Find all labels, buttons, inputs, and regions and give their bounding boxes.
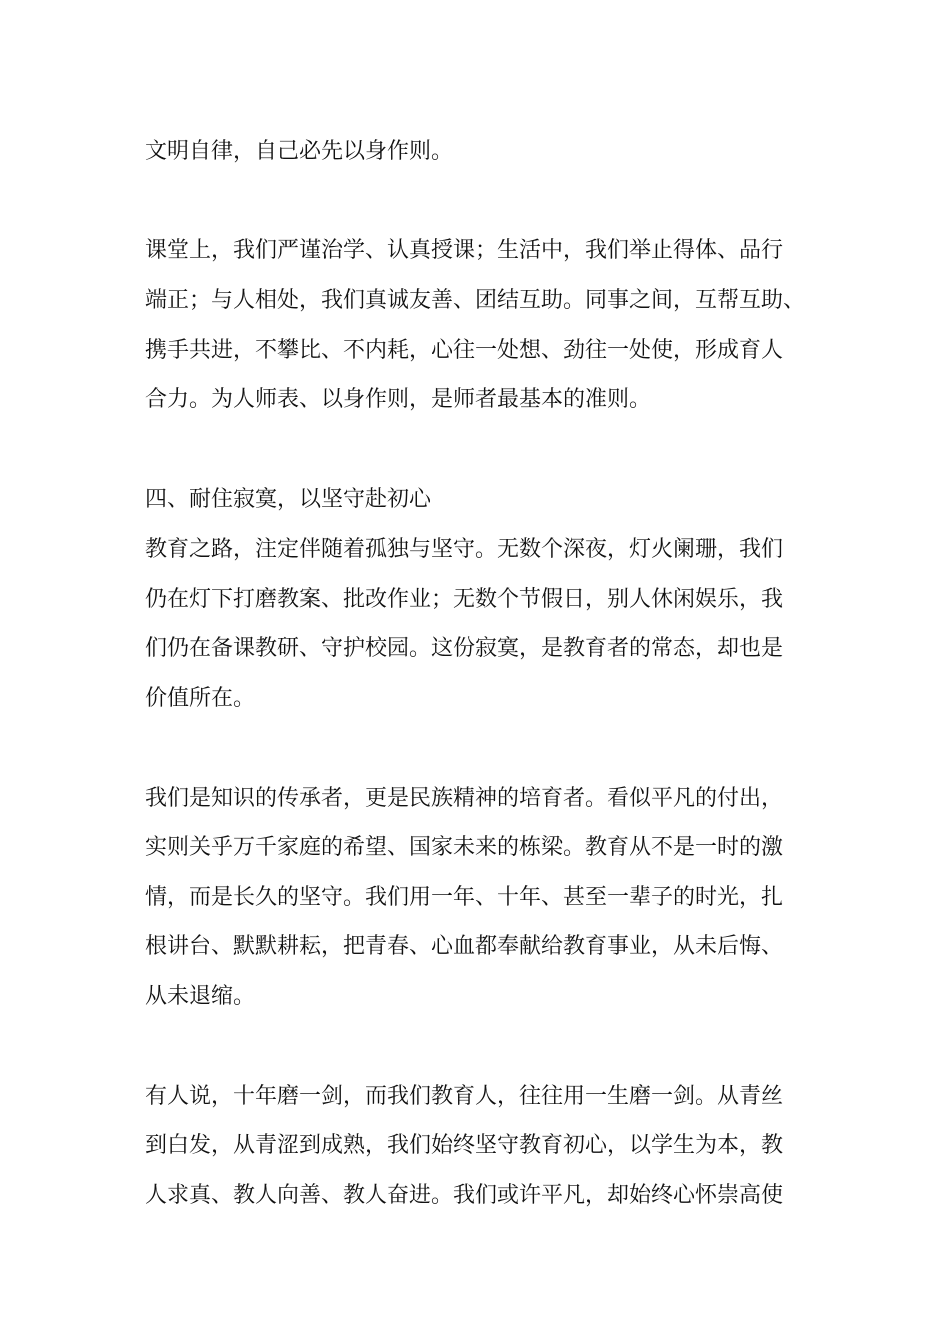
paragraph-line: 我们是知识的传承者，更是民族精神的培育者。看似平凡的付出， — [145, 786, 784, 811]
paragraph-line: 有人说，十年磨一剑，而我们教育人，往往用一生磨一剑。从青丝 — [145, 1084, 784, 1109]
paragraph-line: 教育之路，注定伴随着孤独与坚守。无数个深夜，灯火阑珊，我们 — [145, 537, 784, 562]
paragraph-line: 人求真、教人向善、教人奋进。我们或许平凡，却始终心怀崇高使 — [145, 1183, 784, 1208]
paragraph-line: 合力。为人师表、以身作则，是师者最基本的准则。 — [145, 387, 652, 412]
paragraph-line: 价值所在。 — [145, 686, 256, 711]
paragraph-line: 端正；与人相处，我们真诚友善、团结互助。同事之间，互帮互助、 — [145, 288, 806, 313]
paragraph-line: 到白发，从青涩到成熟，我们始终坚守教育初心，以学生为本，教 — [145, 1133, 784, 1158]
paragraph-line: 携手共进，不攀比、不内耗，心往一处想、劲往一处使，形成育人 — [145, 338, 784, 363]
paragraph-line: 们仍在备课教研、守护校园。这份寂寞，是教育者的常态，却也是 — [145, 636, 784, 661]
section-heading: 四、耐住寂寞，以坚守赴初心 — [145, 487, 432, 512]
paragraph-line: 从未退缩。 — [145, 984, 256, 1009]
paragraph-line: 课堂上，我们严谨治学、认真授课；生活中，我们举止得体、品行 — [145, 238, 784, 263]
paragraph-line: 文明自律，自己必先以身作则。 — [145, 139, 454, 164]
paragraph-line: 实则关乎万千家庭的希望、国家未来的栋梁。教育从不是一时的激 — [145, 835, 784, 860]
paragraph-line: 情，而是长久的坚守。我们用一年、十年、甚至一辈子的时光，扎 — [145, 885, 784, 910]
paragraph-line: 仍在灯下打磨教案、批改作业；无数个节假日，别人休闲娱乐，我 — [145, 587, 784, 612]
paragraph-line: 根讲台、默默耕耘，把青春、心血都奉献给教育事业，从未后悔、 — [145, 934, 784, 959]
